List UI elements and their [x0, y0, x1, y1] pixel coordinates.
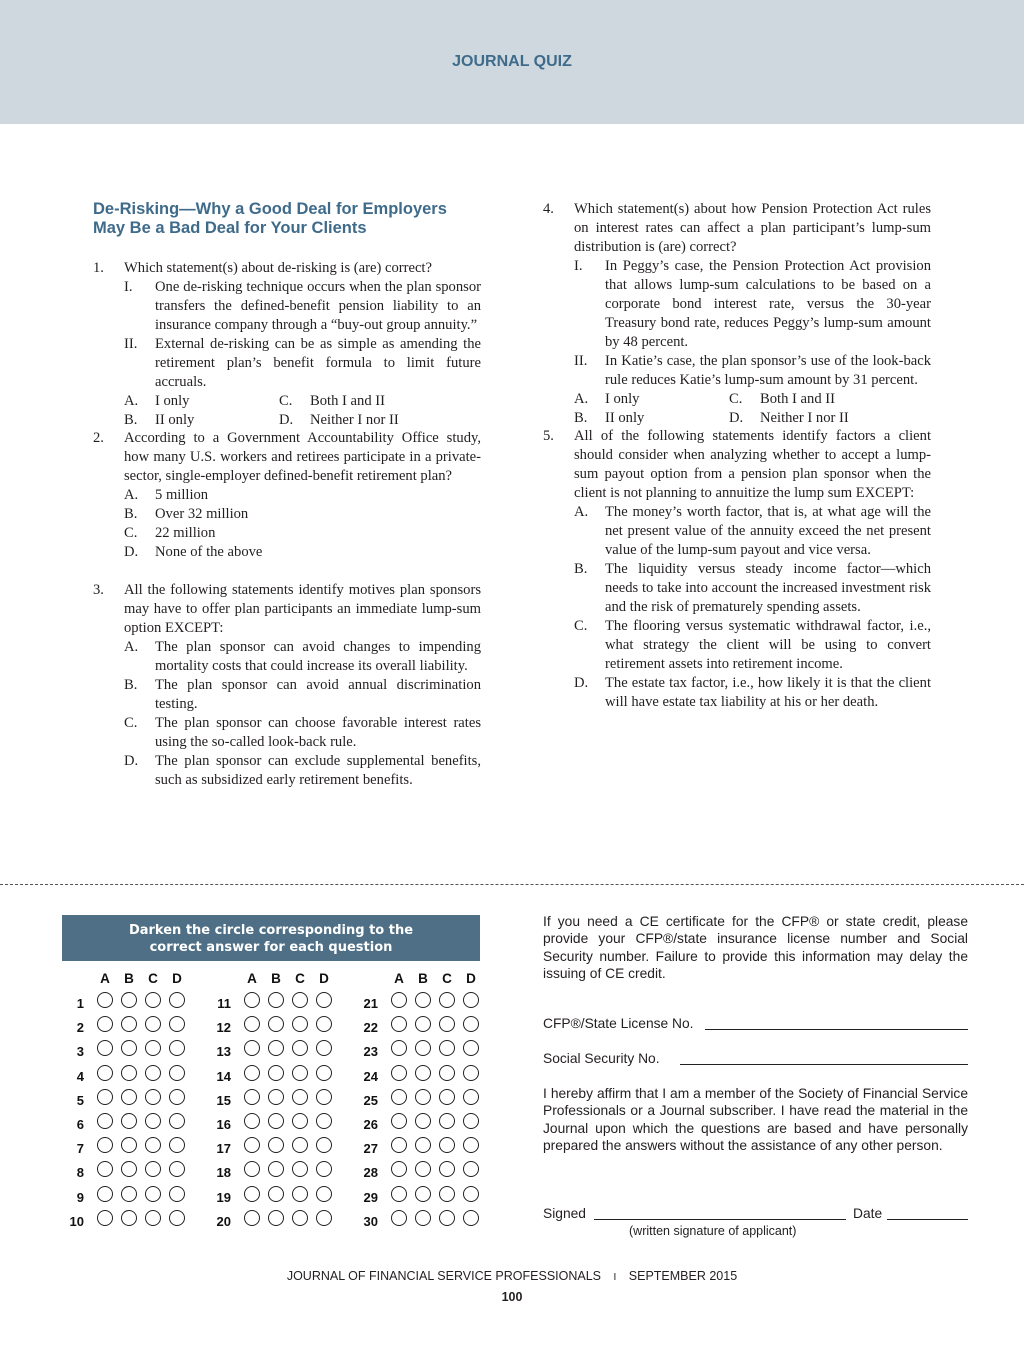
answer-text: The estate tax factor, i.e., how likely it is that the client will have estate tax liability at his or her death. — [605, 675, 931, 710]
answer-text: I only — [605, 391, 640, 407]
answer-circle-a[interactable] — [97, 992, 113, 1008]
answer-circle-a[interactable] — [244, 1065, 260, 1081]
answer-circle-a[interactable] — [97, 1040, 113, 1056]
answer-label: D. — [124, 753, 139, 769]
page-header-band — [0, 0, 1024, 124]
answer-sheet-header — [62, 915, 480, 961]
answer-text: None of the above — [155, 544, 263, 560]
statement-2 — [574, 352, 931, 390]
question-number-label: 7 — [76, 1141, 84, 1157]
answer-circle-c[interactable] — [292, 1040, 308, 1056]
issue-date: SEPTEMBER 2015 — [628, 1269, 738, 1283]
answer-label: C. — [729, 391, 743, 407]
answer-label: C. — [124, 525, 138, 541]
answer-text: Neither I nor II — [760, 410, 849, 426]
answer-circle-a[interactable] — [244, 1113, 260, 1129]
answer-circle-d[interactable] — [316, 1065, 332, 1081]
answer-c — [124, 524, 481, 543]
answer-circle-a[interactable] — [97, 1016, 113, 1032]
answer-text: The money’s worth factor, that is, at what age will the net present value of the annuity exceed the net present value of the lump-sum payout and vice versa. — [605, 504, 931, 558]
answer-circle-a[interactable] — [244, 1089, 260, 1105]
question-number-label: 30 — [363, 1213, 378, 1229]
answer-label: B. — [574, 410, 588, 426]
answer-text: II only — [605, 410, 645, 426]
answer-label: A. — [124, 393, 139, 409]
answer-circle-b[interactable] — [268, 1161, 284, 1177]
article-title — [93, 200, 493, 238]
answer-circle-a[interactable] — [244, 1161, 260, 1177]
answer-circle-a[interactable] — [391, 1016, 407, 1032]
answer-circle-d[interactable] — [463, 1065, 479, 1081]
answer-circle-b[interactable] — [268, 1040, 284, 1056]
footer-line — [0, 1269, 1024, 1283]
question-number-label: 1 — [76, 996, 84, 1011]
answer-text: The plan sponsor can exclude supplemental benefits, such as subsidized early retirement benefits. — [155, 753, 481, 788]
column-letter: A — [247, 971, 257, 986]
answer-d — [124, 543, 481, 562]
statement-label: II. — [574, 353, 588, 369]
question-number-label: 26 — [363, 1117, 378, 1132]
answer-circle-b[interactable] — [415, 1016, 431, 1032]
question-number-label: 18 — [216, 1165, 231, 1181]
answer-label: B. — [124, 412, 138, 428]
answer-circle-d[interactable] — [463, 992, 479, 1008]
answer-circle-d[interactable] — [169, 1040, 185, 1056]
cut-line-divider — [0, 884, 1024, 885]
question-number-label: 14 — [216, 1068, 231, 1084]
answer-circle-d[interactable] — [316, 1089, 332, 1105]
answer-label: D. — [124, 544, 139, 560]
ce-certificate-note: If you need a CE certificate for the CFP® or state credit, please provide your CFP®/state insurance license number and Social Security number. Failure to provide this information may delay the issuing of CE credit. — [543, 914, 968, 981]
answer-circle-b[interactable] — [121, 1040, 137, 1056]
column-letter: C — [442, 971, 452, 986]
answer-circle-c[interactable] — [439, 1186, 455, 1202]
answer-circle-c[interactable] — [292, 1137, 308, 1153]
answer-circle-a[interactable] — [391, 1137, 407, 1153]
question-number-label: 29 — [363, 1189, 378, 1205]
question-number-label: 8 — [76, 1165, 84, 1181]
answer-label: A. — [574, 504, 589, 520]
answer-a — [124, 638, 481, 676]
answer-circle-c[interactable] — [145, 1161, 161, 1177]
answer-text: 5 million — [155, 487, 209, 503]
ssn-input[interactable] — [680, 1064, 968, 1065]
answer-circle-b[interactable] — [121, 1113, 137, 1129]
answer-circle-d[interactable] — [463, 1137, 479, 1153]
answer-c — [574, 617, 931, 674]
answer-circle-c[interactable] — [145, 1186, 161, 1202]
question-number-label: 15 — [216, 1092, 231, 1108]
question-number-label: 22 — [363, 1020, 378, 1036]
answer-circle-b[interactable] — [415, 1210, 431, 1226]
answer-text: The plan sponsor can avoid annual discrimination testing. — [155, 677, 481, 712]
question-4 — [543, 200, 931, 428]
answer-circle-b[interactable] — [415, 992, 431, 1008]
answer-label: D. — [729, 410, 744, 426]
ssn-field-label: Social Security No. — [543, 1051, 660, 1066]
answer-circle-b[interactable] — [121, 1016, 137, 1032]
answer-circle-d[interactable] — [316, 1113, 332, 1129]
answer-circle-d[interactable] — [316, 1137, 332, 1153]
answer-circle-a[interactable] — [391, 1161, 407, 1177]
answer-circle-b[interactable] — [121, 1137, 137, 1153]
article-title-line-2: May Be a Bad Deal for Your Clients — [93, 219, 367, 237]
license-number-input[interactable] — [705, 1029, 968, 1030]
answer-circle-b[interactable] — [121, 1065, 137, 1081]
answer-row — [124, 392, 481, 411]
column-letter: B — [124, 971, 134, 986]
signed-label: Signed — [543, 1206, 586, 1221]
question-1 — [93, 259, 481, 430]
answer-circle-a[interactable] — [244, 1137, 260, 1153]
signature-input[interactable] — [594, 1219, 846, 1220]
answer-d — [124, 752, 481, 790]
answer-circle-b[interactable] — [415, 1065, 431, 1081]
column-letter: C — [148, 971, 158, 986]
answer-circle-b[interactable] — [121, 992, 137, 1008]
answer-circle-c[interactable] — [439, 1016, 455, 1032]
question-3 — [93, 581, 481, 790]
answer-circle-a[interactable] — [97, 1161, 113, 1177]
answer-circle-c[interactable] — [145, 1113, 161, 1129]
answer-circle-b[interactable] — [415, 1161, 431, 1177]
answer-label: C. — [279, 393, 293, 409]
statement-text: In Peggy’s case, the Pension Protection Act provision that allows lump-sum calculations to be based on a corporate bond interest rate, versus the 30-year Treasury bond rate, reduces Peggy’s lump-sum amount by 48 percent. — [605, 258, 931, 350]
answer-label: D. — [574, 675, 589, 691]
answer-circle-c[interactable] — [145, 1210, 161, 1226]
statement-2 — [124, 335, 481, 392]
answer-circle-a[interactable] — [391, 1040, 407, 1056]
statement-label: I. — [574, 258, 583, 274]
question-number: 4. — [543, 201, 554, 217]
answer-circle-b[interactable] — [268, 1210, 284, 1226]
answer-columns-header — [240, 971, 336, 986]
statement-label: I. — [124, 279, 133, 295]
answer-label: D. — [279, 412, 294, 428]
answer-c — [124, 714, 481, 752]
answer-label: C. — [574, 618, 588, 634]
question-5 — [543, 427, 931, 712]
answer-circle-b[interactable] — [121, 1161, 137, 1177]
answer-circle-c[interactable] — [439, 992, 455, 1008]
answer-text: II only — [155, 412, 195, 428]
answer-circle-b[interactable] — [415, 1089, 431, 1105]
question-number-label: 16 — [216, 1117, 231, 1132]
answer-circle-a[interactable] — [244, 992, 260, 1008]
answer-circle-b[interactable] — [121, 1210, 137, 1226]
answer-circle-c[interactable] — [292, 1016, 308, 1032]
answer-sheet-header-line-2: correct answer for each question — [149, 940, 393, 955]
question-number-label: 11 — [217, 996, 231, 1011]
answer-circle-b[interactable] — [268, 1016, 284, 1032]
answer-text: 22 million — [155, 525, 216, 541]
answer-circle-a[interactable] — [391, 1089, 407, 1105]
answer-circle-a[interactable] — [244, 1210, 260, 1226]
answer-label: C. — [124, 715, 138, 731]
answer-text: The plan sponsor can avoid changes to impending mortality costs that could increase its overall liability. — [155, 639, 481, 674]
question-number-label: 17 — [216, 1141, 231, 1157]
answer-circle-d[interactable] — [169, 1210, 185, 1226]
question-number-label: 24 — [363, 1068, 378, 1084]
answer-circle-c[interactable] — [292, 1089, 308, 1105]
answer-circle-d[interactable] — [316, 1210, 332, 1226]
answer-circle-d[interactable] — [463, 1113, 479, 1129]
statement-text: External de-risking can be as simple as amending the retirement plan’s benefit formula to limit future accruals. — [155, 336, 481, 390]
article-title-line-1: De-Risking—Why a Good Deal for Employers — [93, 200, 447, 218]
answer-text: The plan sponsor can choose favorable interest rates using the so-called look-back rule. — [155, 715, 481, 750]
question-number-label: 4 — [76, 1068, 84, 1084]
answer-circle-c[interactable] — [439, 1065, 455, 1081]
answer-circle-b[interactable] — [415, 1137, 431, 1153]
answer-row — [574, 409, 931, 428]
answer-circle-c[interactable] — [292, 1186, 308, 1202]
question-number: 5. — [543, 428, 554, 444]
answer-circle-a[interactable] — [391, 1210, 407, 1226]
question-number-label: 20 — [216, 1213, 231, 1229]
answer-circle-d[interactable] — [463, 1161, 479, 1177]
answer-text: The flooring versus systematic withdrawal factor, i.e., what strategy the client will be using to convert retirement assets into retirement income. — [605, 618, 931, 672]
question-number-label: 6 — [76, 1117, 84, 1132]
answer-a — [574, 503, 931, 560]
answer-circle-c[interactable] — [439, 1137, 455, 1153]
column-letter: D — [319, 971, 329, 986]
question-number-label: 13 — [216, 1044, 231, 1060]
question-number: 2. — [93, 430, 104, 446]
answer-circle-d[interactable] — [169, 1186, 185, 1202]
answer-circle-d[interactable] — [463, 1089, 479, 1105]
answer-circle-c[interactable] — [292, 992, 308, 1008]
answer-circle-b[interactable] — [121, 1089, 137, 1105]
answer-circle-a[interactable] — [97, 1210, 113, 1226]
answer-circle-b[interactable] — [415, 1186, 431, 1202]
answer-label: A. — [124, 487, 139, 503]
answer-text: Over 32 million — [155, 506, 249, 522]
answer-circle-c[interactable] — [292, 1210, 308, 1226]
answer-circle-c[interactable] — [145, 1137, 161, 1153]
answer-label: A. — [124, 639, 139, 655]
answer-circle-c[interactable] — [439, 1040, 455, 1056]
answer-circle-b[interactable] — [121, 1186, 137, 1202]
column-letter: B — [418, 971, 428, 986]
affirmation-text: I hereby affirm that I am a member of the Society of Financial Service Professionals or a Journal subscriber. I have read the material in the Journal upon which the questions are based and have personally prepared the answers without the assistance of any other person. — [543, 1086, 968, 1153]
answer-label: B. — [124, 506, 138, 522]
journal-name: JOURNAL OF FINANCIAL SERVICE PROFESSIONALS — [286, 1269, 602, 1283]
answer-circle-d[interactable] — [169, 1113, 185, 1129]
answer-b — [124, 505, 481, 524]
question-number-label: 5 — [76, 1092, 84, 1108]
answer-circle-a[interactable] — [97, 1137, 113, 1153]
answer-circle-d[interactable] — [463, 1016, 479, 1032]
answer-sheet-header-line-1: Darken the circle corresponding to the — [128, 923, 414, 938]
answer-text: I only — [155, 393, 190, 409]
answer-circle-c[interactable] — [145, 1065, 161, 1081]
answer-label: B. — [574, 561, 588, 577]
answer-circle-d[interactable] — [463, 1210, 479, 1226]
answer-circle-c[interactable] — [439, 1210, 455, 1226]
column-letter: B — [271, 971, 281, 986]
answer-circle-b[interactable] — [415, 1113, 431, 1129]
answer-circle-b[interactable] — [268, 1186, 284, 1202]
answer-columns-header — [93, 971, 189, 986]
statement-1 — [124, 278, 481, 335]
answer-b — [574, 560, 931, 617]
license-field-label: CFP®/State License No. — [543, 1016, 694, 1031]
answer-circle-a[interactable] — [391, 992, 407, 1008]
column-letter: A — [100, 971, 110, 986]
answer-circle-d[interactable] — [463, 1040, 479, 1056]
question-number-label: 9 — [76, 1189, 84, 1205]
answer-label: A. — [574, 391, 589, 407]
answer-label: B. — [124, 677, 138, 693]
question-text: All of the following statements identify factors a client should consider when analyzing whether to accept a lump-sum payout option from a pension plan sponsor when the client is not planning to annuitize the lump sum EXCEPT: — [574, 428, 931, 501]
answer-circle-d[interactable] — [316, 1016, 332, 1032]
column-letter: D — [466, 971, 476, 986]
question-number-label: 10 — [69, 1213, 84, 1229]
page-number: 100 — [501, 1290, 523, 1304]
answer-circle-d[interactable] — [316, 1186, 332, 1202]
question-number-label: 12 — [216, 1020, 231, 1036]
answer-text: The liquidity versus steady income factor—which needs to take into account the increased investment risk and the risk of prematurely spending assets. — [605, 561, 931, 615]
answer-circle-a[interactable] — [391, 1186, 407, 1202]
statement-1 — [574, 257, 931, 352]
answer-circle-c[interactable] — [439, 1161, 455, 1177]
answer-circle-a[interactable] — [97, 1065, 113, 1081]
question-2 — [93, 429, 481, 562]
answer-row — [574, 390, 931, 409]
signature-note: (written signature of applicant) — [629, 1224, 797, 1238]
answer-circle-a[interactable] — [97, 1186, 113, 1202]
answer-circle-b[interactable] — [268, 1137, 284, 1153]
statement-text: One de-risking technique occurs when the plan sponsor transfers the defined-benefit pension liability to an insurance company through a “buy-out group annuity.” — [155, 279, 481, 333]
answer-circle-d[interactable] — [169, 1089, 185, 1105]
answer-circle-d[interactable] — [169, 1161, 185, 1177]
answer-circle-d[interactable] — [169, 1016, 185, 1032]
answer-circle-c[interactable] — [145, 1040, 161, 1056]
question-number: 1. — [93, 260, 104, 276]
question-number: 3. — [93, 582, 104, 598]
answer-circle-a[interactable] — [97, 1113, 113, 1129]
date-input[interactable] — [887, 1219, 968, 1220]
answer-a — [124, 486, 481, 505]
answer-b — [124, 676, 481, 714]
answer-row — [124, 411, 481, 430]
answer-circle-c[interactable] — [145, 992, 161, 1008]
answer-circle-b[interactable] — [268, 1065, 284, 1081]
column-letter: A — [394, 971, 404, 986]
answer-text: Both I and II — [760, 391, 835, 407]
answer-circle-a[interactable] — [391, 1065, 407, 1081]
answer-circle-d[interactable] — [316, 992, 332, 1008]
answer-circle-b[interactable] — [268, 1089, 284, 1105]
answer-circle-a[interactable] — [391, 1113, 407, 1129]
answer-text: Neither I nor II — [310, 412, 399, 428]
answer-circle-b[interactable] — [268, 992, 284, 1008]
answer-circle-d[interactable] — [169, 1065, 185, 1081]
column-letter: D — [172, 971, 182, 986]
question-text: All the following statements identify motives plan sponsors may have to offer plan participants an immediate lump-sum option EXCEPT: — [124, 582, 481, 636]
column-letter: C — [295, 971, 305, 986]
page-header-title: JOURNAL QUIZ — [452, 53, 572, 70]
answer-text: Both I and II — [310, 393, 385, 409]
question-number-label: 28 — [363, 1165, 378, 1181]
answer-circle-c[interactable] — [439, 1089, 455, 1105]
question-number-label: 27 — [363, 1141, 378, 1157]
answer-circle-d[interactable] — [316, 1161, 332, 1177]
answer-circle-c[interactable] — [292, 1065, 308, 1081]
answer-columns-header — [387, 971, 483, 986]
answer-circle-c[interactable] — [292, 1113, 308, 1129]
answer-circle-c[interactable] — [439, 1113, 455, 1129]
answer-circle-d[interactable] — [463, 1186, 479, 1202]
answer-circle-c[interactable] — [145, 1016, 161, 1032]
question-number-label: 23 — [363, 1044, 378, 1060]
answer-circle-b[interactable] — [415, 1040, 431, 1056]
question-text: Which statement(s) about de-risking is (are) correct? — [124, 260, 432, 276]
date-label: Date — [853, 1206, 883, 1221]
answer-circle-c[interactable] — [292, 1161, 308, 1177]
question-number-label: 19 — [216, 1189, 231, 1205]
question-number-label: 2 — [76, 1020, 84, 1036]
statement-text: In Katie’s case, the plan sponsor’s use of the look-back rule reduces Katie’s lump-sum amount by 31 percent. — [605, 353, 931, 388]
question-number-label: 25 — [363, 1092, 378, 1108]
answer-circle-c[interactable] — [145, 1089, 161, 1105]
answer-circle-a[interactable] — [244, 1016, 260, 1032]
answer-circle-d[interactable] — [169, 1137, 185, 1153]
question-number-label: 21 — [363, 996, 378, 1011]
question-number-label: 3 — [76, 1044, 84, 1060]
answer-circle-d[interactable] — [316, 1040, 332, 1056]
question-text: Which statement(s) about how Pension Protection Act rules on interest rates can affect a plan participant’s lump-sum distribution is (are) correct? — [574, 201, 931, 255]
answer-circle-d[interactable] — [169, 992, 185, 1008]
answer-circle-a[interactable] — [97, 1089, 113, 1105]
question-text: According to a Government Accountability Office study, how many U.S. workers and retirees participate in a private-sector, single-employer defined-benefit retirement plan? — [124, 430, 481, 484]
footer-separator: I — [613, 1272, 617, 1283]
answer-circle-a[interactable] — [244, 1040, 260, 1056]
answer-circle-a[interactable] — [244, 1186, 260, 1202]
answer-d — [574, 674, 931, 712]
statement-label: II. — [124, 336, 138, 352]
answer-circle-b[interactable] — [268, 1113, 284, 1129]
